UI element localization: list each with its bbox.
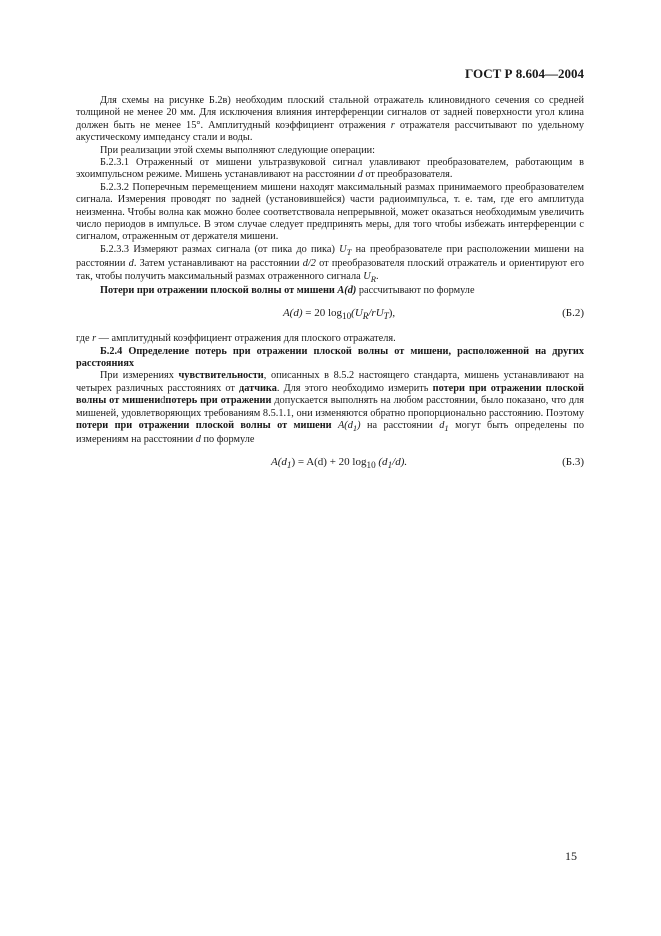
paragraph: где r — амплитудный коэффициент отражения для плоского отражателя. — [76, 333, 396, 345]
paragraph: Для схемы на рисунке Б.2в) необходим плоский стальной отражатель клиновидного сечения со средней толщиной не менее 20 мм. Для исключения влияния интерференции сигналов от задней поверхности угол клина должен быть не менее 15°. Амплитудный коэффициент отражения r отражателя рассчитывают по удельному акустическому импедансу стали и воды. — [76, 95, 585, 144]
formula-expression: $A(d_1) = A(d) + 20$ $\log_{10} (d_1/d)$. — [270, 455, 408, 471]
page-number: 15 — [565, 849, 577, 863]
formula-b3 — [76, 456, 584, 472]
formula-number: (Б.3) — [562, 455, 584, 468]
section-heading: Б.2.4 Определение потерь при отражении плоской волны от мишени, расположенной на других расстояниях — [76, 345, 584, 369]
formula-number: (Б.2) — [562, 306, 584, 319]
paragraph: При измерениях чувствительности, описанных в 8.5.2 настоящего стандарта, мишень устанавливают на четырех различных расстояниях от датчика. Для этого необходимо измерить потери при отражении плоской волны от мишениdпотерь при отражении допускается выполнять на любом расстоянии, было показано, что для мишеней, удовлетворяющих требованиям 8.5.1.1, они изменяются обратно пропорционально расстоянию. Поэтому потери при отражении плоской волны от мишени $A(d_1)$ на расстоянии $d_1$ могут быть определены по измерениям на расстоянии d по формуле — [76, 370, 585, 446]
paragraph: Б.2.3.2 Поперечным перемещением мишени находят максимальный размах принимаемого преобразователем сигнала. Измерения проводят по задней (установившейся) части радиоимпульса, т. е. там, где его амплитуда неизменна. Чтобы волна как можно более соответствовала непрерывной, может оказаться необходимым увеличить число периодов в импульсе. В этом случае следует предпринять меры, для того чтобы избежать интерференции с сигналом, отраженным от держателя мишени. — [76, 181, 584, 243]
paragraph: Потери при отражении плоской волны от мишени A(d) рассчитывают по формуле — [100, 285, 475, 297]
paragraph: Б.2.3.3 Измеряют размах сигнала (от пика до пика) $U_T$ на преобразователе при расположении мишени на расстоянии d. Затем устанавливают на расстоянии d/2 от преобразователя плоский отражатель и ориентируют его так, чтобы получить максимальный размах отраженного сигнала $U_R$. — [76, 243, 584, 284]
paragraph: При реализации этой схемы выполняют следующие операции: — [100, 144, 375, 156]
formula-expression: A(d) = 20 $\log_{10}(U_R/rU_T)$, — [282, 306, 396, 321]
paragraph: Б.2.3.1 Отраженный от мишени ультразвуковой сигнал улавливают преобразователем, работающим в эхоимпульсном режиме. Мишень устанавливают на расстоянии d от преобразователя. — [76, 157, 584, 181]
document-header: ГОСТ Р 8.604—2004 — [465, 66, 584, 81]
document-body — [76, 95, 584, 482]
formula-b2 — [76, 307, 584, 323]
